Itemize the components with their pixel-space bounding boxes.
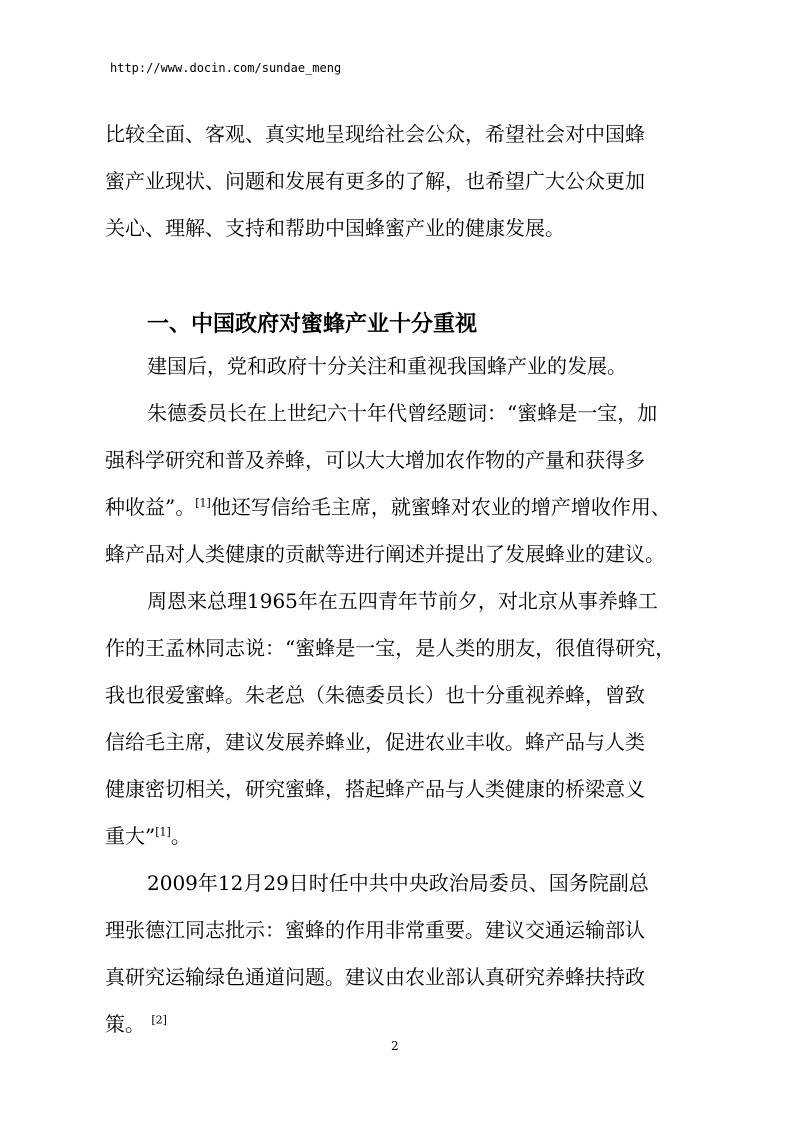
paragraph-4-line: 真研究运输绿色通道问题。建议由农业部认真研究养蜂扶持政 — [105, 965, 645, 989]
paragraph-3-line: 健康密切相关，研究蜜蜂，搭起蜂产品与人类健康的桥梁意义 — [105, 777, 645, 801]
paragraph-4-line — [105, 1012, 167, 1036]
page-number: 2 — [391, 1039, 399, 1053]
paragraph-3-line: 我也很爱蜜蜂。朱老总（朱德委员长）也十分重视养蜂，曾致 — [105, 683, 645, 707]
paragraph-3-line: 作的王孟林同志说：“蜜蜂是一宝，是人类的朋友，很值得研究， — [105, 636, 676, 660]
paragraph-1: 建国后，党和政府十分关注和重视我国蜂产业的发展。 — [147, 354, 627, 378]
citation-ref: [1] — [195, 496, 211, 510]
paragraph-2-line: 朱德委员长在上世纪六十年代曾经题词：“蜜蜂是一宝，加 — [147, 401, 658, 425]
text-line: 蜜产业现状、问题和发展有更多的了解，也希望广大公众更加 — [105, 169, 645, 193]
paragraph-3-line: 周恩来总理1965年在五四青年节前夕，对北京从事养蜂工 — [147, 589, 658, 613]
header-url: http://www.docin.com/sundae_meng — [110, 61, 342, 75]
text-span: 策。 — [105, 1012, 145, 1036]
paragraph-4-line: 理张德江同志批示：蜜蜂的作用非常重要。建议交通运输部认 — [105, 918, 645, 942]
citation-ref: [2] — [151, 1013, 167, 1027]
text-line: 比较全面、客观、真实地呈现给社会公众，希望社会对中国蜂 — [105, 122, 645, 146]
text-span: 种收益”。 — [105, 495, 196, 519]
paragraph-2-line: 强科学研究和普及养蜂，可以大大增加农作物的产量和获得多 — [105, 448, 645, 472]
paragraph-3-line — [105, 824, 191, 848]
text-span: 他还写信给毛主席，就蜜蜂对农业的增产增收作用、 — [210, 495, 671, 519]
text-span: 。 — [170, 824, 191, 848]
section-heading: 一、中国政府对蜜蜂产业十分重视 — [147, 312, 478, 337]
paragraph-2-line: 蜂产品对人类健康的贡献等进行阐述并提出了发展蜂业的建议。 — [105, 542, 665, 566]
text-span: 重大” — [105, 824, 156, 848]
citation-ref: [1] — [155, 825, 171, 839]
paragraph-2-line — [105, 495, 671, 519]
paragraph-4-line: 2009年12月29日时任中共中央政治局委员、国务院副总 — [147, 871, 649, 895]
paragraph-3-line: 信给毛主席，建议发展养蜂业，促进农业丰收。蜂产品与人类 — [105, 730, 645, 754]
text-line: 关心、理解、支持和帮助中国蜂蜜产业的健康发展。 — [105, 216, 565, 240]
